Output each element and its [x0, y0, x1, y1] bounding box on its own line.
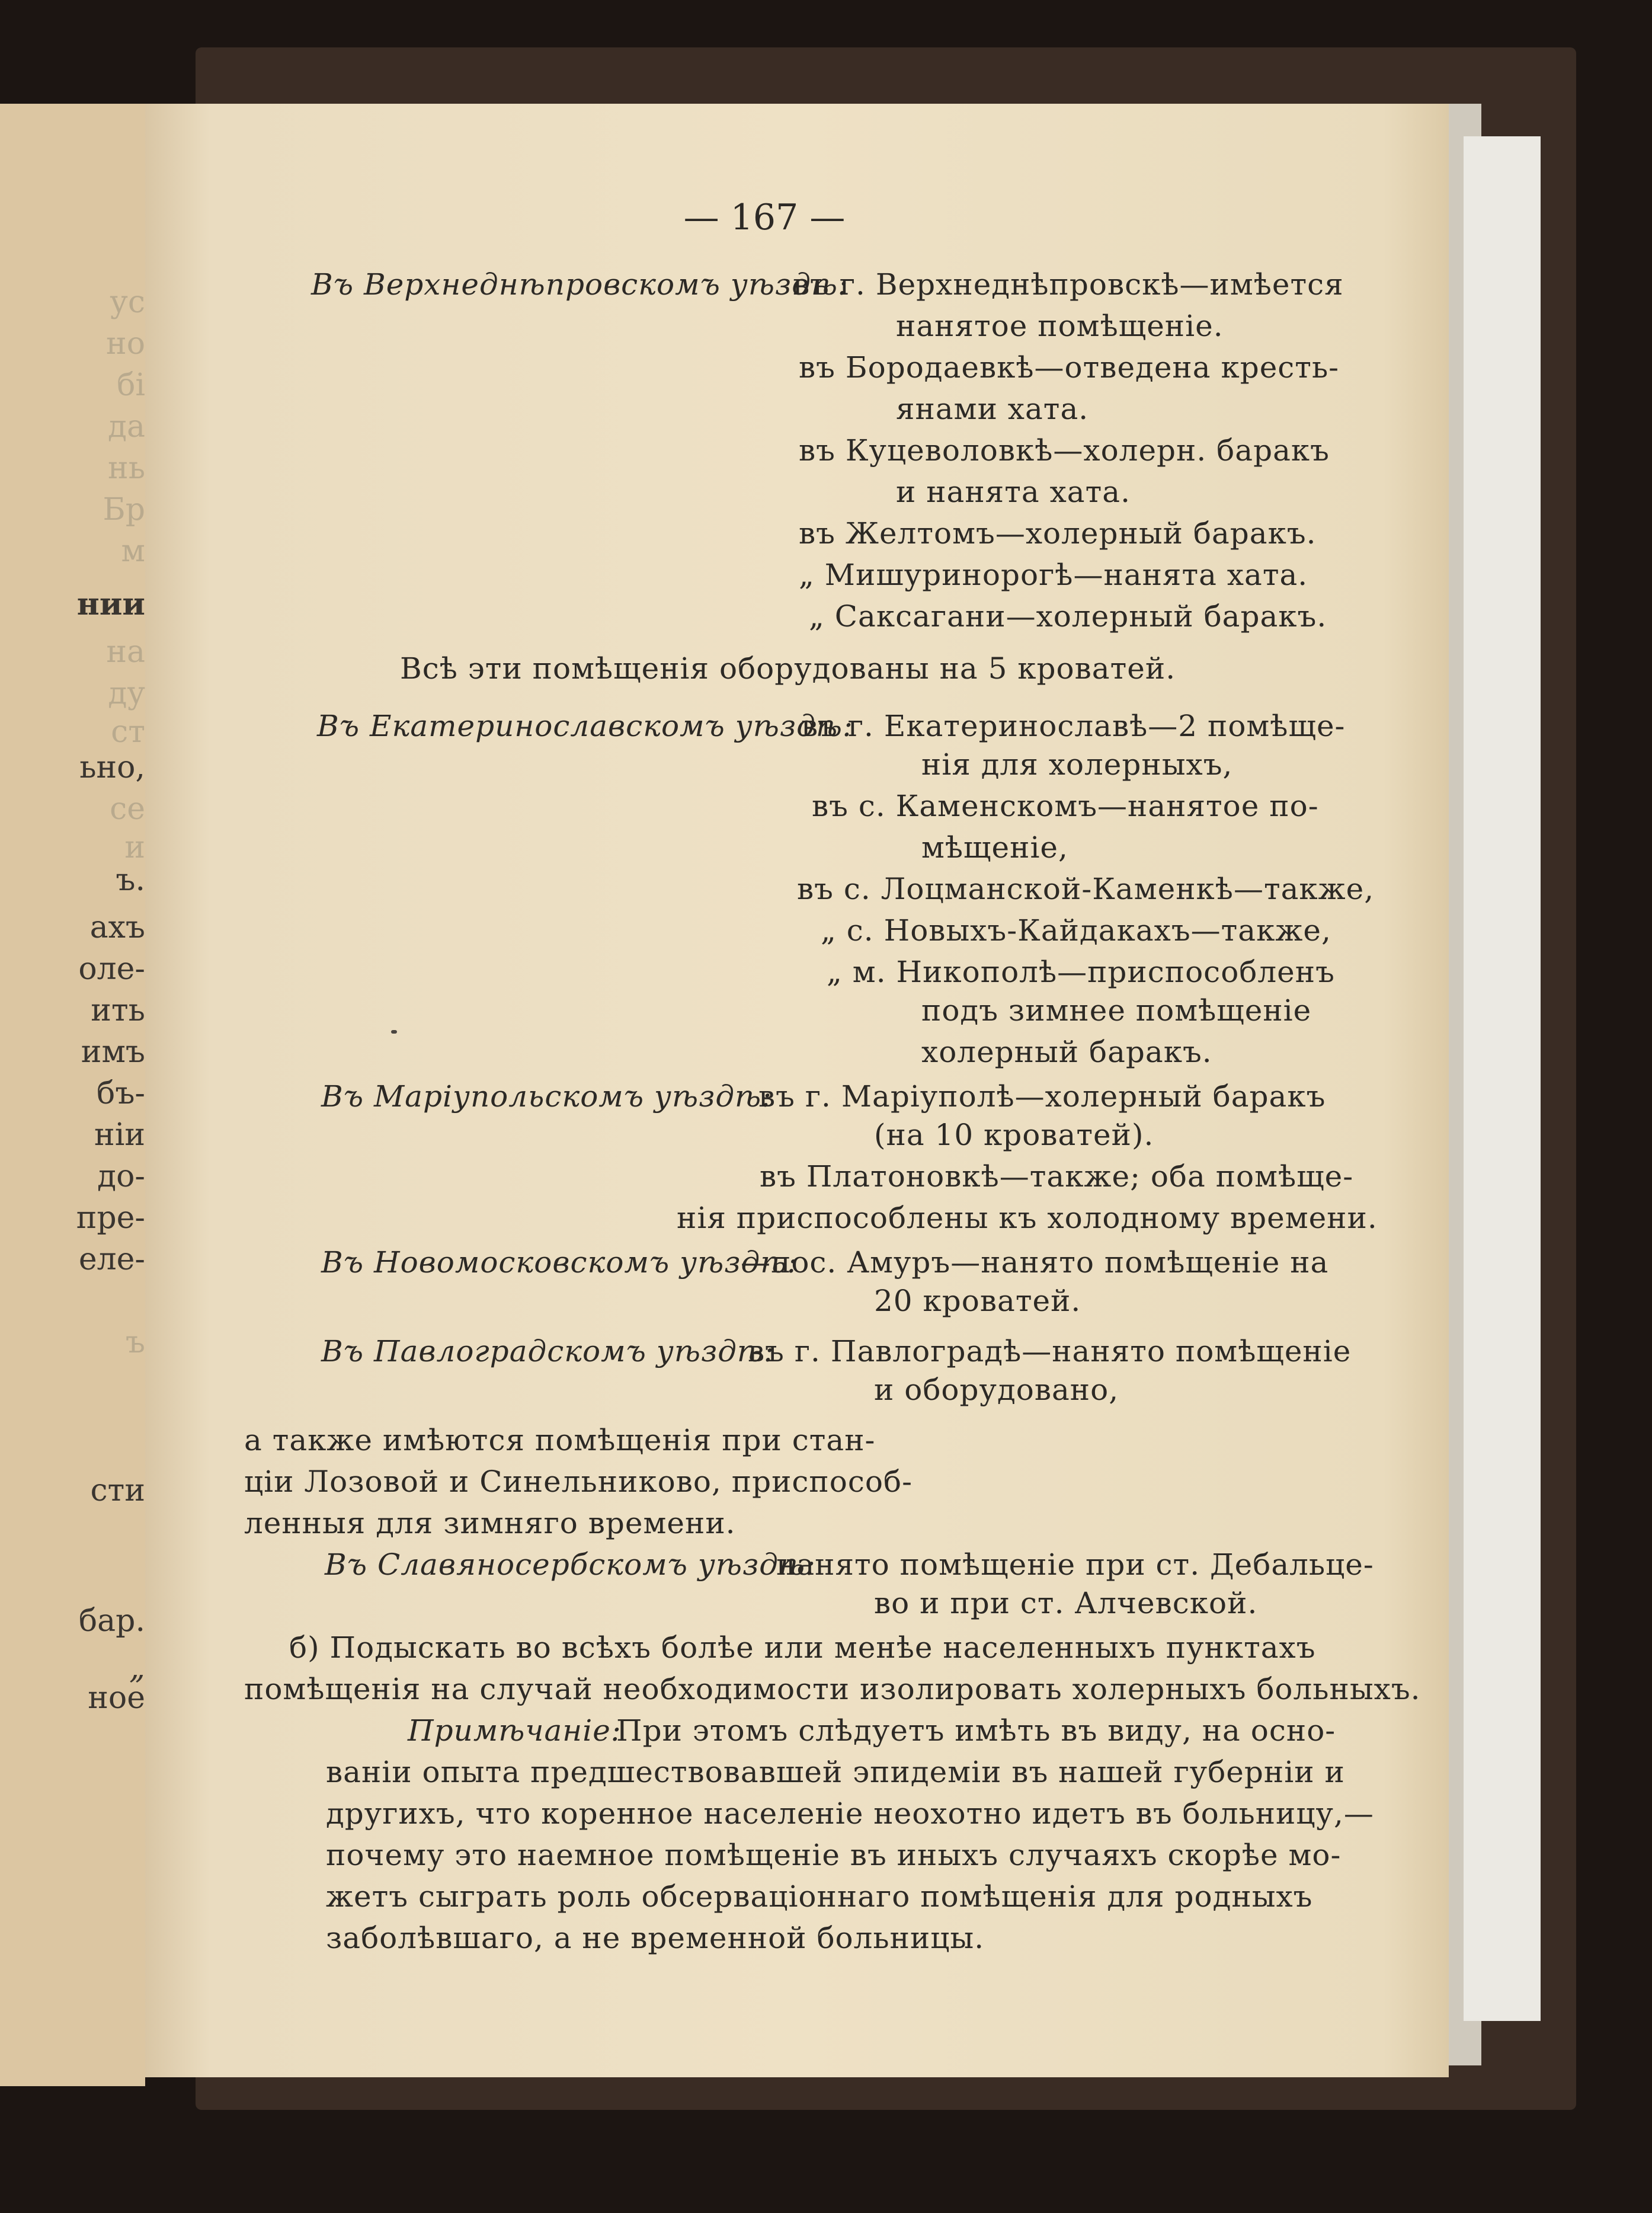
entry-line: нія приспособлены къ холодному времени. [677, 1201, 1378, 1235]
entry-line: ціи Лозовой и Синельниково, приспособ- [244, 1464, 913, 1499]
left-fragment: м [121, 533, 145, 569]
left-fragment: ус [110, 284, 145, 320]
district-label-mariupol: Въ Маріупольскомъ уѣздѣ: [321, 1079, 773, 1114]
district-label-verkhnedneprovsk: Въ Верхнеднѣпровскомъ уѣздѣ: [311, 267, 849, 302]
left-fragment: бі [117, 367, 145, 403]
entry-line: подъ зимнее помѣщеніе [921, 993, 1312, 1028]
left-fragment: се [110, 791, 145, 827]
entry-line: въ с. Каменскомъ—нанятое по- [812, 789, 1319, 823]
entry-line: 20 кроватей. [874, 1284, 1081, 1318]
left-fragment: ду [108, 676, 145, 711]
entry-line: въ г. Екатеринославѣ—2 помѣще- [801, 709, 1346, 743]
paragraph-b-line: помѣщенія на случай необходимости изолировать холерныхъ больныхъ. [244, 1672, 1421, 1706]
note-line: почему это наемное помѣщеніе въ иныхъ случаяхъ скорѣе мо- [326, 1838, 1342, 1872]
entry-line: нанятое помѣщеніе. [896, 309, 1224, 343]
entry-line: и нанята хата. [896, 475, 1131, 509]
note-line: При этомъ слѣдуетъ имѣть въ виду, на осно- [616, 1713, 1336, 1748]
entry-line: а также имѣются помѣщенія при стан- [244, 1423, 876, 1457]
note-line: жетъ сыграть роль обсерваціоннаго помѣщенія для родныхъ [326, 1879, 1313, 1914]
entry-line: въ Куцеволовкѣ—холерн. баракъ [799, 433, 1330, 468]
left-fragment: имъ [81, 1034, 145, 1070]
left-fragment: нии [76, 586, 145, 622]
left-fragment: до- [97, 1159, 145, 1194]
note-label: Примѣчаніе: [408, 1713, 622, 1748]
district-label-novomoskovsk: Въ Новомосковскомъ уѣздѣ: [321, 1245, 798, 1280]
entry-line: нанято помѣщеніе при ст. Дебальце- [776, 1547, 1374, 1582]
entry-line: въ г. Верхнеднѣпровскѣ—имѣется [793, 267, 1344, 302]
entry-line: и оборудовано, [874, 1373, 1119, 1407]
paragraph-b-line: б) Подыскать во всѣхъ болѣе или менѣе населенныхъ пунктахъ [289, 1630, 1316, 1665]
left-fragment: ить [91, 993, 145, 1028]
entry-line: во и при ст. Алчевской. [874, 1586, 1258, 1620]
left-fragment: еле- [78, 1242, 145, 1277]
entry-line: „ м. Никополѣ—приспособленъ [827, 955, 1335, 989]
left-fragment: ніи [94, 1117, 145, 1153]
entry-line: —пос. Амуръ—нанято помѣщеніе на [741, 1245, 1329, 1280]
entry-line: „ Саксагани—холерный баракъ. [809, 599, 1327, 634]
entry-line: въ г. Маріуполѣ—холерный баракъ [758, 1079, 1326, 1114]
left-fragment: Бр [103, 492, 145, 527]
left-fragment: и [124, 830, 145, 865]
entry-line: „ с. Новыхъ-Кайдакахъ—также, [821, 913, 1331, 948]
left-fragment: нь [108, 450, 145, 486]
district-label-pavlograd: Въ Павлоградскомъ уѣздѣ: [321, 1334, 774, 1368]
entry-line: нія для холерныхъ, [921, 747, 1233, 782]
paper-sheet-edge [1464, 136, 1541, 2021]
left-fragment: пре- [76, 1200, 145, 1236]
entry-line: въ с. Лоцманской-Каменкѣ—также, [797, 872, 1375, 906]
left-fragment: сти [90, 1473, 145, 1508]
left-fragment: ахъ [89, 910, 145, 945]
left-fragment: ъ. [116, 862, 145, 898]
entry-line: мѣщеніе, [921, 830, 1068, 865]
left-fragment: да [107, 409, 145, 444]
ink-speck [391, 1030, 397, 1034]
note-line: другихъ, что коренное населеніе неохотно идетъ въ больницу,— [326, 1796, 1374, 1831]
entry-line: въ г. Павлоградѣ—нанято помѣщеніе [748, 1334, 1352, 1368]
left-fragment: на [106, 634, 145, 670]
left-fragment: ьно, [79, 750, 145, 785]
left-fragment: ъ [125, 1325, 145, 1360]
entry-line: янами хата. [896, 392, 1089, 426]
entry-line: въ Желтомъ—холерный баракъ. [799, 516, 1317, 551]
entry-line: холерный баракъ. [921, 1035, 1212, 1069]
left-fragment: ное [88, 1680, 145, 1716]
entry-line: въ Платоновкѣ—также; оба помѣще- [760, 1159, 1354, 1194]
note-line: заболѣвшаго, а не временной больницы. [326, 1921, 985, 1955]
note-line: ваніи опыта предшествовавшей эпидеміи въ нашей губерніи и [326, 1755, 1345, 1789]
page-number: — 167 — [683, 197, 846, 238]
left-fragment: бъ- [97, 1076, 145, 1111]
entry-line: ленныя для зимняго времени. [244, 1506, 736, 1540]
left-fragment: ст [111, 714, 145, 750]
entry-line: въ Бородаевкѣ—отведена кресть- [799, 350, 1340, 385]
left-fragment: бар. [78, 1603, 145, 1639]
left-fragment: оле- [78, 951, 145, 987]
left-page [0, 104, 145, 2086]
entry-line: „ Мишуринорогѣ—нанята хата. [799, 558, 1308, 592]
left-fragment: „ [129, 1651, 145, 1686]
district-label-slavyanoserbsk: Въ Славяносербскомъ уѣздѣ: [325, 1547, 816, 1582]
entry-line: (на 10 кроватей). [874, 1118, 1154, 1152]
district-label-ekaterinoslav: Въ Екатеринославскомъ уѣздѣ: [317, 709, 853, 743]
left-fragment: но [106, 326, 145, 362]
summary-line: Всѣ эти помѣщенія оборудованы на 5 кроватей. [400, 651, 1176, 686]
